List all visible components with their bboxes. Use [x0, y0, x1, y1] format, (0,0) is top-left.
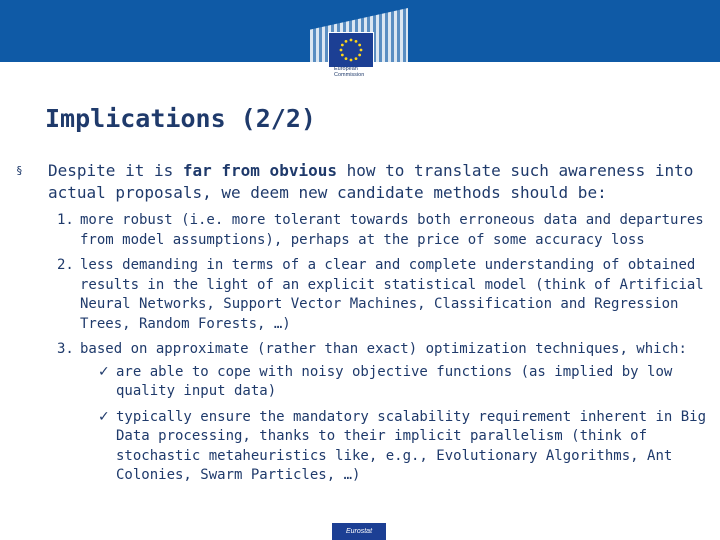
list-item-3 [16, 340, 706, 486]
list-item-text: less demanding in terms of a clear and complete understanding of obtained results in the light of an explicit statistical model (think of Artificial Neural Networks, Support Vector Machines, Classification and Regression Trees, Random Forests, …) [80, 257, 704, 332]
checkmark-icon: ✓ [98, 408, 110, 425]
european-commission-logo [300, 8, 410, 82]
slide-content [16, 160, 706, 492]
logo-text [334, 66, 364, 78]
check-item-1 [16, 363, 706, 402]
list-item-text: more robust (i.e. more tolerant towards both erroneous data and departures from model assumptions), perhaps at the price of some accuracy loss [80, 212, 704, 248]
flag-star [350, 59, 353, 62]
eu-flag-icon [328, 32, 374, 68]
numbered-list [16, 211, 706, 486]
main-bullet [16, 160, 706, 204]
flag-star [358, 54, 361, 57]
flag-star [345, 40, 348, 43]
flag-star [360, 49, 363, 52]
list-number: 3. [57, 341, 74, 357]
logo-line-1: European [334, 66, 358, 72]
flag-star [350, 39, 353, 42]
check-list [16, 363, 706, 486]
flag-star [341, 54, 344, 57]
intro-text-after: how to translate such awareness into actual proposals, we deem new candidate methods should be: [48, 161, 694, 202]
checkmark-icon: ✓ [98, 363, 110, 380]
list-item-text: based on approximate (rather than exact) optimization techniques, which: [80, 341, 687, 357]
square-bullet-icon: § [16, 164, 23, 177]
intro-text-before: Despite it is [48, 161, 183, 180]
intro-text-bold: far from obvious [182, 161, 337, 180]
flag-star [340, 49, 343, 52]
flag-star [345, 57, 348, 60]
list-item-2 [16, 256, 706, 334]
flag-star [341, 44, 344, 47]
logo-line-2: Commission [334, 72, 365, 78]
slide-title: Implications (2/2) [45, 104, 316, 133]
list-number: 1. [57, 212, 74, 228]
list-item-1 [16, 211, 706, 250]
eurostat-badge: Eurostat [332, 523, 386, 540]
check-item-text: are able to cope with noisy objective functions (as implied by low quality input data) [116, 363, 673, 399]
flag-star [355, 40, 358, 43]
flag-star [355, 57, 358, 60]
check-item-2 [16, 408, 706, 486]
flag-star [358, 44, 361, 47]
list-number: 2. [57, 257, 74, 273]
check-item-text: typically ensure the mandatory scalability requirement inherent in Big Data processing, thanks to their implicit parallelism (think of stochastic metaheuristics like, e.g., Evolutionary Algorithms, Ant Colonies, Swarm Particles, …) [116, 408, 707, 483]
